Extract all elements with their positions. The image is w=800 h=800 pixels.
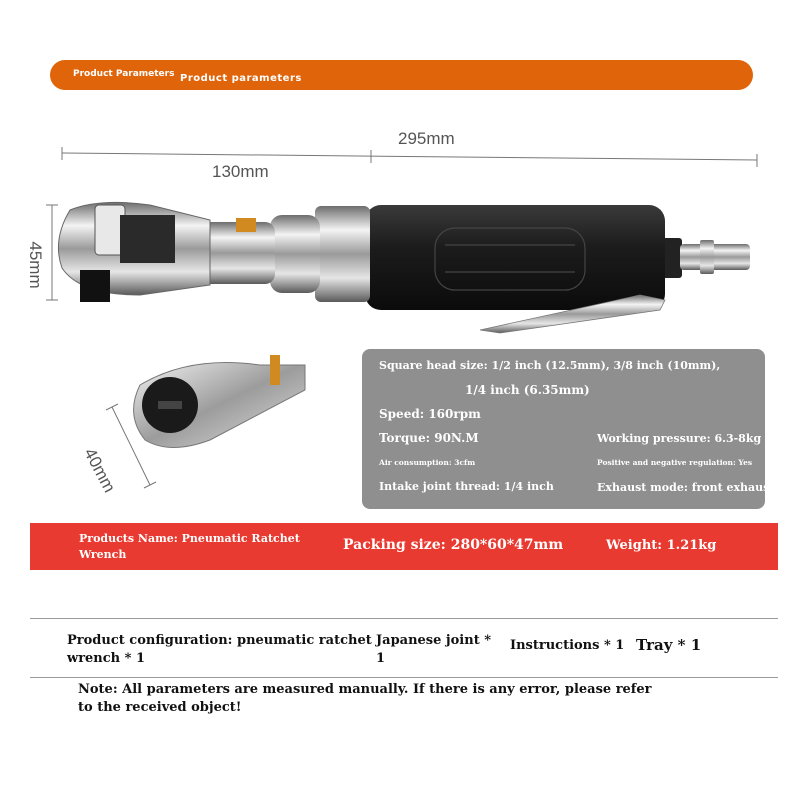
- weight: Weight: 1.21kg: [606, 538, 717, 553]
- spec-square-head: Square head size: 1/2 inch (12.5mm), 3/8 inch (10mm),: [379, 359, 721, 372]
- config-joint-line1: Japanese joint *: [376, 633, 492, 648]
- config-joint-line2: 1: [376, 651, 386, 666]
- product-name-line2: Wrench: [79, 548, 127, 561]
- spec-square-head-cont: 1/4 inch (6.35mm): [465, 383, 590, 397]
- spec-air-consumption: Air consumption: 3cfm: [379, 458, 476, 467]
- divider-top: [30, 618, 778, 619]
- wrench-illustration: [0, 0, 800, 345]
- divider-bottom: [30, 677, 778, 678]
- air-fitting: [660, 238, 750, 278]
- packing-size: Packing size: 280*60*47mm: [343, 537, 564, 553]
- product-name-line1: Products Name: Pneumatic Ratchet: [79, 532, 300, 545]
- config-product-line2: wrench * 1: [67, 651, 146, 666]
- rubber-grip: [365, 205, 665, 310]
- head-closeup-illustration: [90, 345, 320, 500]
- header-small-label: Product Parameters: [73, 69, 175, 79]
- spec-torque: Torque: 90N.M: [379, 431, 479, 445]
- note-line1: Note: All parameters are measured manually. If there is any error, please refer: [78, 682, 652, 697]
- dim-head-height: 45mm: [26, 241, 45, 289]
- dim-total-length: 295mm: [398, 129, 455, 148]
- spec-regulation: Positive and negative regulation: Yes: [597, 458, 753, 467]
- spec-intake-thread: Intake joint thread: 1/4 inch: [379, 480, 554, 493]
- note-line2: to the received object!: [78, 700, 242, 715]
- config-tray: Tray * 1: [636, 636, 702, 654]
- config-instructions: Instructions * 1: [510, 638, 625, 653]
- spec-exhaust-mode: Exhaust mode: front exhaust: [597, 481, 775, 494]
- spec-speed: Speed: 160rpm: [379, 407, 481, 421]
- dim-head-length: 130mm: [212, 162, 269, 181]
- dim-head-width: 40mm: [80, 445, 120, 496]
- header-title: Product parameters: [180, 73, 302, 84]
- spec-working-pressure: Working pressure: 6.3-8kg: [597, 432, 762, 445]
- square-drive: [80, 270, 110, 302]
- config-product-line1: Product configuration: pneumatic ratchet: [67, 633, 372, 648]
